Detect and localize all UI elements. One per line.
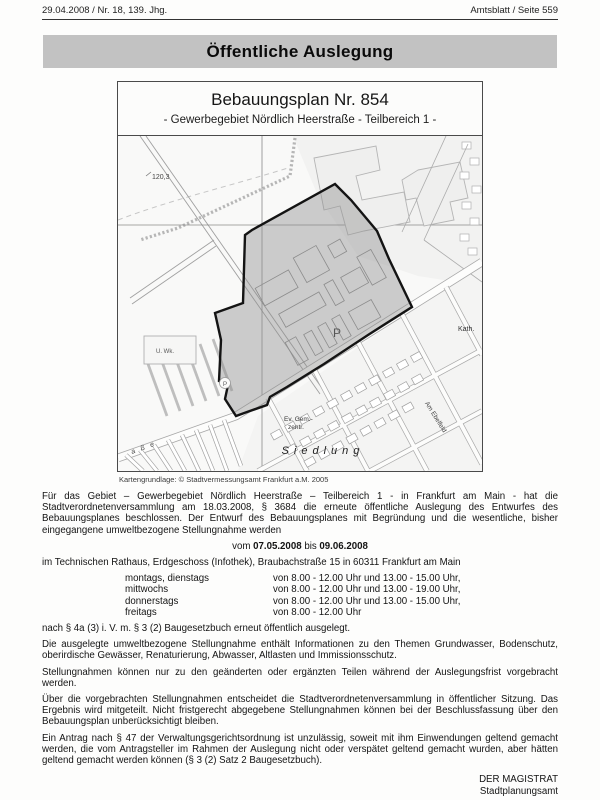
- notice-body: [42, 491, 558, 797]
- map-label-kath: Kath.: [458, 326, 475, 333]
- map-parking-small: [220, 378, 231, 389]
- map-frame: [117, 136, 483, 472]
- plan-title-box: [117, 81, 483, 136]
- map-label-elevation: 120,3: [152, 174, 170, 181]
- paragraph-environment: Die ausgelegte umweltbezogene Stellungnahme enthält Informationen zu den Themen Grundwasser, Bodenschutz, oberirdische Gewässer, Renaturierung, Abwasser, Altlasten und Immissionsschutz.: [42, 639, 558, 662]
- display-period-line: [42, 541, 558, 552]
- header-date-issue: 29.04.2008 / Nr. 18, 139. Jhg.: [42, 5, 168, 16]
- plan-subtitle: - Gewerbegebiet Nördlich Heerstraße - Teilbereich 1 -: [163, 114, 437, 126]
- schedule-hours: von 8.00 - 12.00 Uhr und 13.00 - 19.00 Uhr,: [273, 584, 461, 596]
- plan-title: Bebauungsplan Nr. 854: [211, 90, 389, 109]
- schedule-hours: von 8.00 - 12.00 Uhr und 13.00 - 15.00 Uhr,: [273, 595, 461, 607]
- paragraph-decision-process: Über die vorgebrachten Stellungnahmen entscheidet die Stadtverordnetenversammlung in öffentlicher Sitzung. Das Ergebnis wird mitgeteilt. Nicht fristgerecht abgegebene Stellungnahmen können bei der Beschlussfassung über den Bebauungsplan unberücksichtigt bleiben.: [42, 694, 558, 728]
- schedule-hours: von 8.00 - 12.00 Uhr: [273, 606, 362, 618]
- location-line: im Technischen Rathaus, Erdgeschoss (Infothek), Braubachstraße 15 in 60311 Frankfurt am Main: [42, 557, 461, 569]
- map-label-am-ebelfeld: Am Ebelfeld: [423, 400, 448, 434]
- map-label-siedlung: Siedlung: [281, 445, 365, 457]
- schedule-hours: von 8.00 - 12.00 Uhr und 13.00 - 15.00 Uhr,: [273, 573, 461, 585]
- svg-text:P: P: [222, 381, 228, 388]
- date-mid: bis: [304, 540, 317, 552]
- date-from: 07.05.2008: [253, 540, 302, 552]
- header-gazette-pageno: Amtsblatt / Seite 559: [470, 5, 558, 16]
- date-prefix: vom: [232, 540, 251, 552]
- plan-box: [117, 81, 483, 484]
- map-label-uwk: U. Wk.: [156, 349, 174, 355]
- schedule-days: montags, dienstags: [125, 573, 210, 585]
- notice-banner: [43, 35, 557, 68]
- signature-magistrat: DER MAGISTRAT: [479, 774, 558, 786]
- signature-office: Stadtplanungsamt: [479, 785, 558, 797]
- map-label-strasse: a ß e: [130, 440, 158, 456]
- map-label-ev-gem-1: Ev. Gem.-: [284, 416, 313, 423]
- opening-hours-table: [125, 573, 558, 618]
- page-header: [42, 5, 558, 20]
- schedule-days: donnerstags: [125, 595, 179, 607]
- schedule-row: [125, 596, 558, 607]
- city-map: [118, 136, 482, 471]
- schedule-row: [125, 573, 558, 584]
- paragraph-legal-basis: nach § 4a (3) i. V. m. § 3 (2) Baugesetzbuch erneut öffentlich ausgelegt.: [42, 623, 351, 635]
- notice-banner-title: Öffentliche Auslegung: [206, 41, 394, 61]
- map-label-ev-gem-2: zentr.: [288, 424, 304, 431]
- map-label-parking: P: [333, 326, 342, 340]
- schedule-days: mittwochs: [125, 584, 169, 596]
- signature-block: [42, 774, 558, 797]
- date-to: 09.06.2008: [319, 540, 368, 552]
- paragraph-decision: Für das Gebiet – Gewerbegebiet Nördlich Heerstraße – Teilbereich 1 - in Frankfurt am Main - hat die Stadtverordnetenversammlung am 18.03.2008, § 3684 die erneute öffentliche Auslegung des Entwurfes des Bebauungsplanes beschlossen. Der Entwurf des Bebauungsplanes mit Begründung und die wesentliche, bisher eingegangene umweltbezogene Stellungnahme werden: [42, 491, 558, 536]
- schedule-row: [125, 584, 558, 595]
- schedule-days: freitags: [125, 606, 157, 618]
- paragraph-statements: Stellungnahmen können nur zu den geänderten oder ergänzten Teilen während der Auslegungsfrist vorgebracht werden.: [42, 666, 558, 689]
- paragraph-objection: Ein Antrag nach § 47 der Verwaltungsgerichtsordnung ist unzulässig, soweit mit ihm Einwendungen geltend gemacht werden, die vom Antragsteller im Rahmen der Auslegung nicht oder verspätet geltend gemacht wurden, aber hätten geltend gemacht werden können (§ 3 (2) Satz 2 Baugesetzbuch).: [42, 732, 558, 767]
- schedule-row: [125, 607, 558, 618]
- map-caption: Kartengrundlage: © Stadtvermessungsamt Frankfurt a.M. 2005: [119, 475, 329, 484]
